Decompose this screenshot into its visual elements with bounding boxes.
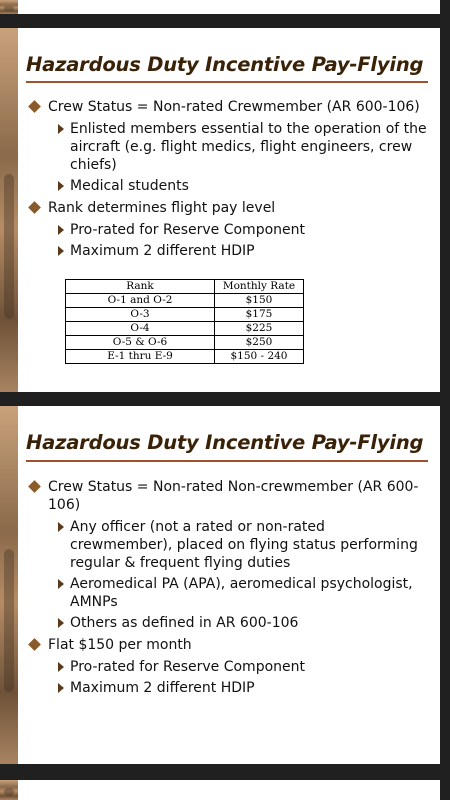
next-slide-fragment [0,780,440,800]
sub-bullet-text: Any officer (not a rated or non-rated crewmember), placed on flying status performing regular & frequent flying duties [70,519,418,571]
slide-title: Hazardous Duty Incentive Pay-Flying [26,431,424,454]
sub-bullet-item [48,614,430,632]
slide-side-image [0,28,18,392]
sub-bullet-text: Enlisted members essential to the operation of the aircraft (e.g. flight medics, flight engineers, crew chiefs) [70,121,427,173]
bullet-text: Rank determines flight pay level [48,200,276,216]
sub-bullet-item [48,242,430,260]
triangle-bullet-icon [58,181,64,191]
rank-cell: O-1 and O-2 [66,294,215,308]
bullet-item [30,636,430,697]
sub-bullet-text: Pro-rated for Reserve Component [70,659,305,675]
bullet-list [30,98,430,264]
slide-1 [0,28,440,392]
rate-cell: $150 - 240 [215,350,304,364]
table-row [66,308,304,322]
slide-side-image [0,406,18,764]
title-underline [26,81,428,83]
title-underline [26,460,428,462]
diamond-bullet-icon [28,201,41,214]
bullet-item [30,478,430,632]
slide-side-image [0,0,18,14]
triangle-bullet-icon [58,618,64,628]
rank-cell: O-3 [66,308,215,322]
sub-bullet-item [48,518,430,572]
triangle-bullet-icon [58,246,64,256]
sub-bullet-item [48,120,430,174]
previous-slide-fragment [0,0,440,14]
bullet-item [30,98,430,195]
diamond-bullet-icon [28,100,41,113]
sub-bullet-item [48,177,430,195]
table-row [66,336,304,350]
sub-bullet-text: Maximum 2 different HDIP [70,243,255,259]
bullet-item [30,199,430,260]
rank-cell: O-5 & O-6 [66,336,215,350]
sub-bullet-text: Aeromedical PA (APA), aeromedical psychologist, AMNPs [70,576,413,610]
sub-bullet-list [48,221,430,260]
sub-bullet-text: Pro-rated for Reserve Component [70,222,305,238]
sub-bullet-list [48,120,430,195]
triangle-bullet-icon [58,662,64,672]
triangle-bullet-icon [58,522,64,532]
sub-bullet-text: Maximum 2 different HDIP [70,680,255,696]
rank-cell: O-4 [66,322,215,336]
slide-side-image [0,780,18,800]
rate-cell: $175 [215,308,304,322]
table-row [66,294,304,308]
sub-bullet-list [48,518,430,632]
bullet-text: Flat $150 per month [48,637,192,653]
flight-pay-table [65,279,304,364]
diamond-bullet-icon [28,638,41,651]
table-row [66,322,304,336]
table-row [66,350,304,364]
sub-bullet-item [48,575,430,611]
bullet-text: Crew Status = Non-rated Crewmember (AR 600-106) [48,99,420,115]
triangle-bullet-icon [58,124,64,134]
sub-bullet-item [48,221,430,239]
rank-cell: E-1 thru E-9 [66,350,215,364]
rate-cell: $225 [215,322,304,336]
slide-2 [0,406,440,764]
rate-cell: $150 [215,294,304,308]
bullet-text: Crew Status = Non-rated Non-crewmember (AR 600-106) [48,479,419,513]
triangle-bullet-icon [58,683,64,693]
table-header-row [66,280,304,294]
sub-bullet-text: Medical students [70,178,189,194]
sub-bullet-text: Others as defined in AR 600-106 [70,615,299,631]
slide-title: Hazardous Duty Incentive Pay-Flying [26,53,424,76]
bullet-list [30,478,430,701]
sub-bullet-item [48,679,430,697]
table-header-rank: Rank [66,280,215,294]
sub-bullet-item [48,658,430,676]
rate-cell: $250 [215,336,304,350]
diamond-bullet-icon [28,480,41,493]
sub-bullet-list [48,658,430,697]
triangle-bullet-icon [58,225,64,235]
table-header-rate: Monthly Rate [215,280,304,294]
triangle-bullet-icon [58,579,64,589]
